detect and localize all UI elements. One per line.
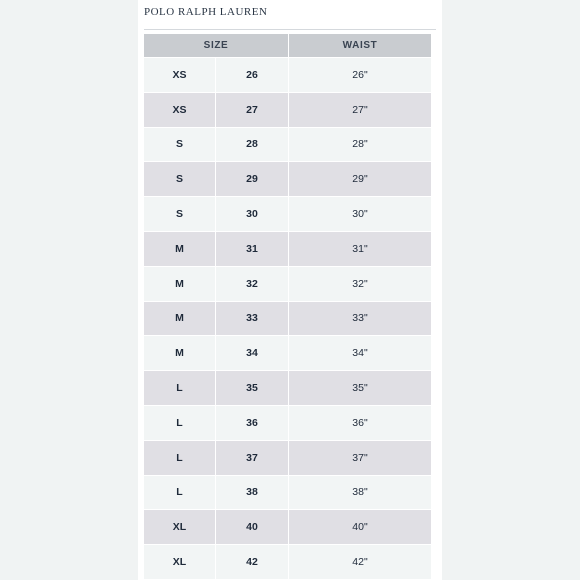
- waist-cell: 35": [289, 371, 431, 405]
- table-row: [144, 336, 431, 371]
- size-number-cell: 27: [216, 93, 288, 127]
- size-table: [144, 34, 431, 580]
- size-number-cell: 35: [216, 371, 288, 405]
- size-number-cell: 33: [216, 302, 288, 336]
- size-letter-cell: S: [144, 197, 215, 231]
- size-number-cell: 40: [216, 510, 288, 544]
- size-letter-cell: M: [144, 232, 215, 266]
- size-letter-cell: L: [144, 371, 215, 405]
- waist-cell: 27": [289, 93, 431, 127]
- table-header: [144, 34, 431, 58]
- table-row: [144, 510, 431, 545]
- table-row: [144, 162, 431, 197]
- header-waist: WAIST: [289, 34, 431, 57]
- size-number-cell: 32: [216, 267, 288, 301]
- waist-cell: 30": [289, 197, 431, 231]
- size-letter-cell: M: [144, 336, 215, 370]
- size-letter-cell: S: [144, 162, 215, 196]
- table-row: [144, 128, 431, 163]
- waist-cell: 40": [289, 510, 431, 544]
- size-number-cell: 30: [216, 197, 288, 231]
- size-letter-cell: M: [144, 267, 215, 301]
- table-row: [144, 441, 431, 476]
- waist-cell: 34": [289, 336, 431, 370]
- size-number-cell: 42: [216, 545, 288, 579]
- table-row: [144, 93, 431, 128]
- waist-cell: 32": [289, 267, 431, 301]
- table-row: [144, 371, 431, 406]
- table-row: [144, 232, 431, 267]
- size-chart-page: [138, 0, 442, 580]
- size-number-cell: 28: [216, 128, 288, 162]
- size-number-cell: 37: [216, 441, 288, 475]
- size-number-cell: 31: [216, 232, 288, 266]
- size-letter-cell: M: [144, 302, 215, 336]
- waist-cell: 37": [289, 441, 431, 475]
- divider: [144, 29, 436, 30]
- waist-cell: 36": [289, 406, 431, 440]
- size-letter-cell: L: [144, 441, 215, 475]
- table-row: [144, 267, 431, 302]
- size-letter-cell: L: [144, 476, 215, 510]
- waist-cell: 33": [289, 302, 431, 336]
- size-letter-cell: S: [144, 128, 215, 162]
- size-number-cell: 36: [216, 406, 288, 440]
- waist-cell: 29": [289, 162, 431, 196]
- waist-cell: 42": [289, 545, 431, 579]
- size-letter-cell: XS: [144, 58, 215, 92]
- brand-title: POLO RALPH LAUREN: [144, 6, 268, 18]
- table-row: [144, 545, 431, 580]
- size-letter-cell: XS: [144, 93, 215, 127]
- table-row: [144, 406, 431, 441]
- size-letter-cell: XL: [144, 545, 215, 579]
- table-row: [144, 197, 431, 232]
- waist-cell: 26": [289, 58, 431, 92]
- header-size: SIZE: [144, 34, 288, 57]
- table-row: [144, 58, 431, 93]
- table-row: [144, 302, 431, 337]
- size-letter-cell: XL: [144, 510, 215, 544]
- waist-cell: 31": [289, 232, 431, 266]
- size-number-cell: 29: [216, 162, 288, 196]
- size-number-cell: 34: [216, 336, 288, 370]
- table-row: [144, 476, 431, 511]
- waist-cell: 38": [289, 476, 431, 510]
- size-letter-cell: L: [144, 406, 215, 440]
- waist-cell: 28": [289, 128, 431, 162]
- size-number-cell: 38: [216, 476, 288, 510]
- size-number-cell: 26: [216, 58, 288, 92]
- table-body: [144, 58, 431, 580]
